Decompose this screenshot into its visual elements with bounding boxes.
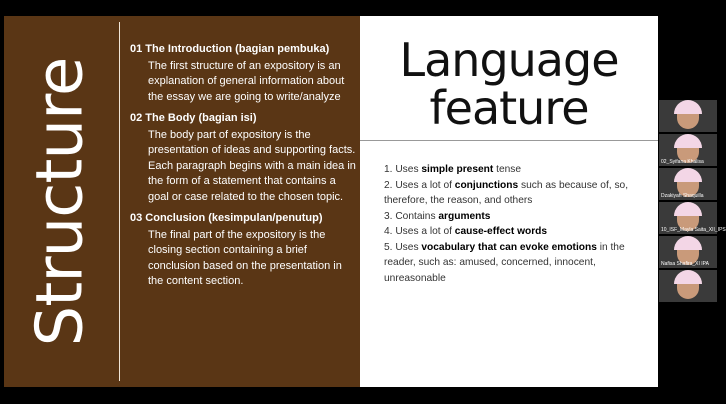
structure-title: Structure xyxy=(23,57,97,346)
feature-item xyxy=(384,178,644,209)
structure-title-area xyxy=(4,16,116,387)
feature-text: 2. Uses a lot of xyxy=(384,179,455,191)
feature-item xyxy=(384,209,644,225)
participant-video-tile[interactable] xyxy=(659,100,717,132)
participant-video-tile[interactable] xyxy=(659,134,717,166)
participant-video-tile[interactable] xyxy=(659,236,717,268)
title-divider-line xyxy=(360,140,658,141)
section-body-body: The body part of expository is the presentation of ideas and supporting facts. Each paragraph begins with a main idea in the form of a statement that contains a goal or case related to the chosen topic. xyxy=(148,128,356,203)
section-heading-conclusion: 03 Conclusion (kesimpulan/penutup) xyxy=(130,212,323,224)
feature-text: 4. Uses a lot of xyxy=(384,226,455,237)
feature-text: 3. Contains xyxy=(384,210,439,222)
participant-gallery xyxy=(659,100,726,304)
section-heading-body: 02 The Body (bagian isi) xyxy=(130,112,257,124)
section-body-intro: The first structure of an expository is an explanation of general information about the essay we are going to write/analyze xyxy=(148,59,345,103)
participant-name: 10_ISF_Mayla Saita_XII_IPS xyxy=(661,227,726,233)
participant-avatar xyxy=(677,103,699,129)
feature-keyword: vocabulary that can evoke emotions xyxy=(421,241,597,253)
participant-video-tile[interactable] xyxy=(659,270,717,302)
language-feature-title: Language feature xyxy=(399,33,619,135)
structure-sections xyxy=(130,42,356,296)
feature-keyword: arguments xyxy=(438,210,491,222)
feature-item xyxy=(384,162,644,178)
language-feature-panel xyxy=(360,16,658,387)
section-body-conclusion: The final part of the expository is the closing section containing a brief conclusion based on the presentation in the content section. xyxy=(148,228,342,287)
feature-text: such as because of, so, therefore, the reason, and others xyxy=(384,179,629,206)
feature-item xyxy=(384,240,644,287)
presentation-slide xyxy=(4,16,658,387)
participant-name: Dzakiyah Shaquilla xyxy=(661,193,704,199)
feature-keyword: conjunctions xyxy=(454,179,519,191)
feature-keyword: simple present xyxy=(421,164,494,175)
section-heading-intro: 01 The Introduction (bagian pembuka) xyxy=(130,43,330,55)
feature-text: tense xyxy=(493,164,522,175)
feature-text: 1. Uses xyxy=(384,164,422,175)
participant-name: Nafisa Shafira_XI IPA xyxy=(661,261,709,267)
feature-list xyxy=(384,162,644,286)
feature-text: in the reader, such as: amused, concerned, innocent, unreasonable xyxy=(384,241,625,284)
participant-video-tile[interactable] xyxy=(659,202,726,234)
structure-panel xyxy=(4,16,360,387)
feature-keyword: cause-effect words xyxy=(454,226,548,237)
participant-video-tile[interactable] xyxy=(659,168,717,200)
participant-avatar xyxy=(677,273,699,299)
participant-name: 02_Syifana Khalisa xyxy=(661,159,704,165)
feature-text: 5. Uses xyxy=(384,241,422,253)
feature-item xyxy=(384,224,644,240)
panel-divider xyxy=(119,22,120,381)
